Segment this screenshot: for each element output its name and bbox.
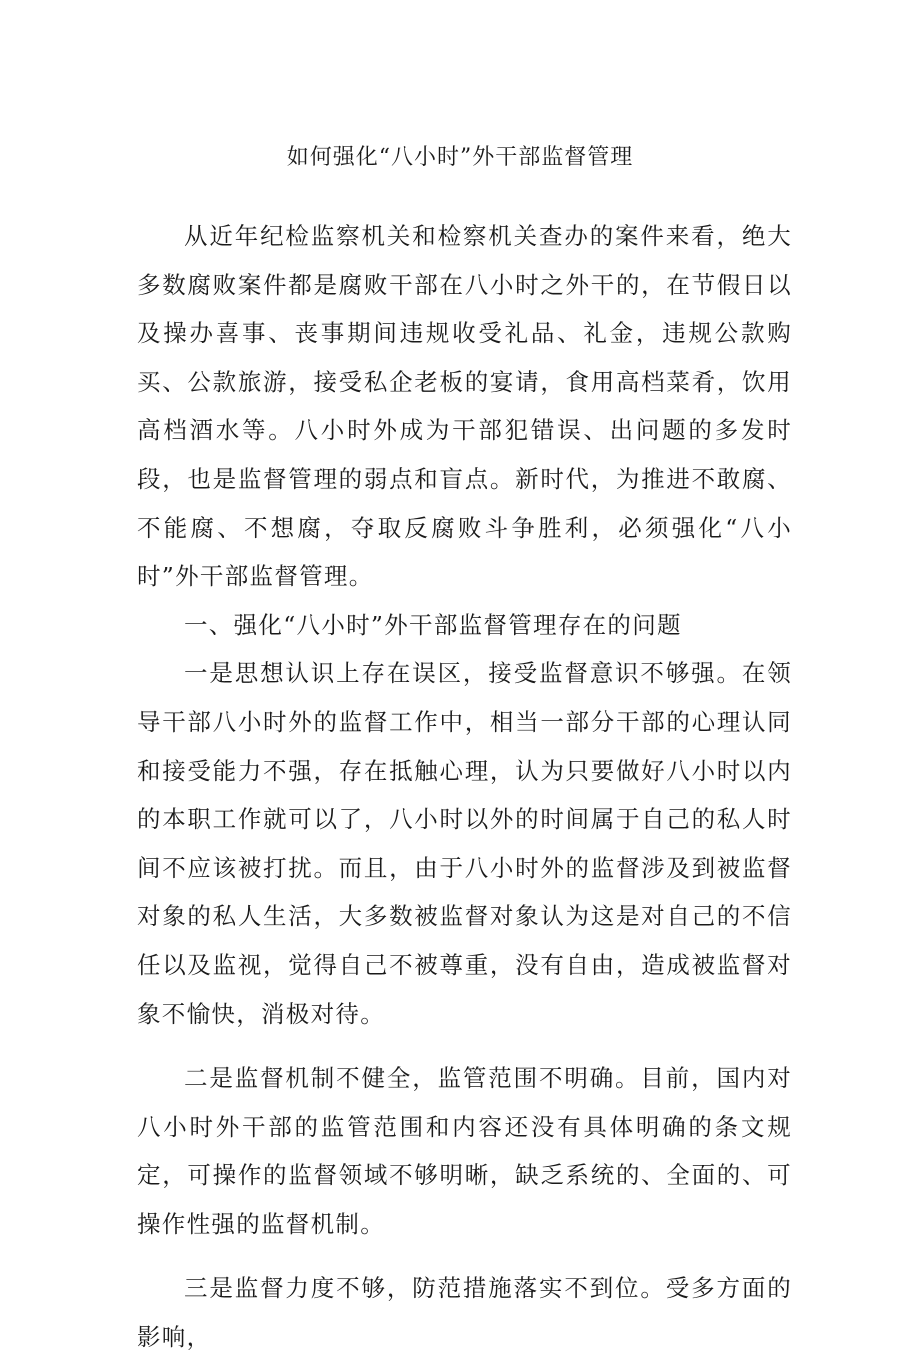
section-heading: 一、强化“八小时”外干部监督管理存在的问题 — [184, 610, 682, 639]
intro-paragraph: 从近年纪检监察机关和检察机关查办的案件来看，绝大多数腐败案件都是腐败干部在八小时之外干的，在节假日以及操办喜事、丧事期间违规收受礼品、礼金，违规公款购买、公款旅游，接受私企老板的宴请，食用高档菜肴，饮用高档酒水等。八小时外成为干部犯错误、出问题的多发时段，也是监督管理的弱点和盲点。新时代，为推进不敢腐、不能腐、不想腐，夺取反腐败斗争胜利，必须强化“八小时”外干部监督管理。 — [137, 222, 792, 591]
document-body — [137, 212, 792, 1362]
problem-paragraph-1: 一是思想认识上存在误区，接受监督意识不够强。在领导干部八小时外的监督工作中，相当一部分干部的心理认同和接受能力不强，存在抵触心理，认为只要做好八小时以内的本职工作就可以了，八小时以外的时间属于自己的私人时间不应该被打扰。而且，由于八小时外的监督涉及到被监督对象的私人生活，大多数被监督对象认为这是对自己的不信任以及监视，觉得自己不被尊重，没有自由，造成被监督对象不愉快，消极对待。 — [137, 659, 792, 1028]
problem-paragraph-3: 三是监督力度不够，防范措施落实不到位。受多方面的影响， — [137, 1274, 792, 1352]
document-title: 如何强化“八小时”外干部监督管理 — [286, 145, 634, 170]
problem-paragraph-2: 二是监督机制不健全，监管范围不明确。目前，国内对八小时外干部的监管范围和内容还没有具体明确的条文规定，可操作的监督领域不够明晰，缺乏系统的、全面的、可操作性强的监督机制。 — [137, 1064, 792, 1238]
